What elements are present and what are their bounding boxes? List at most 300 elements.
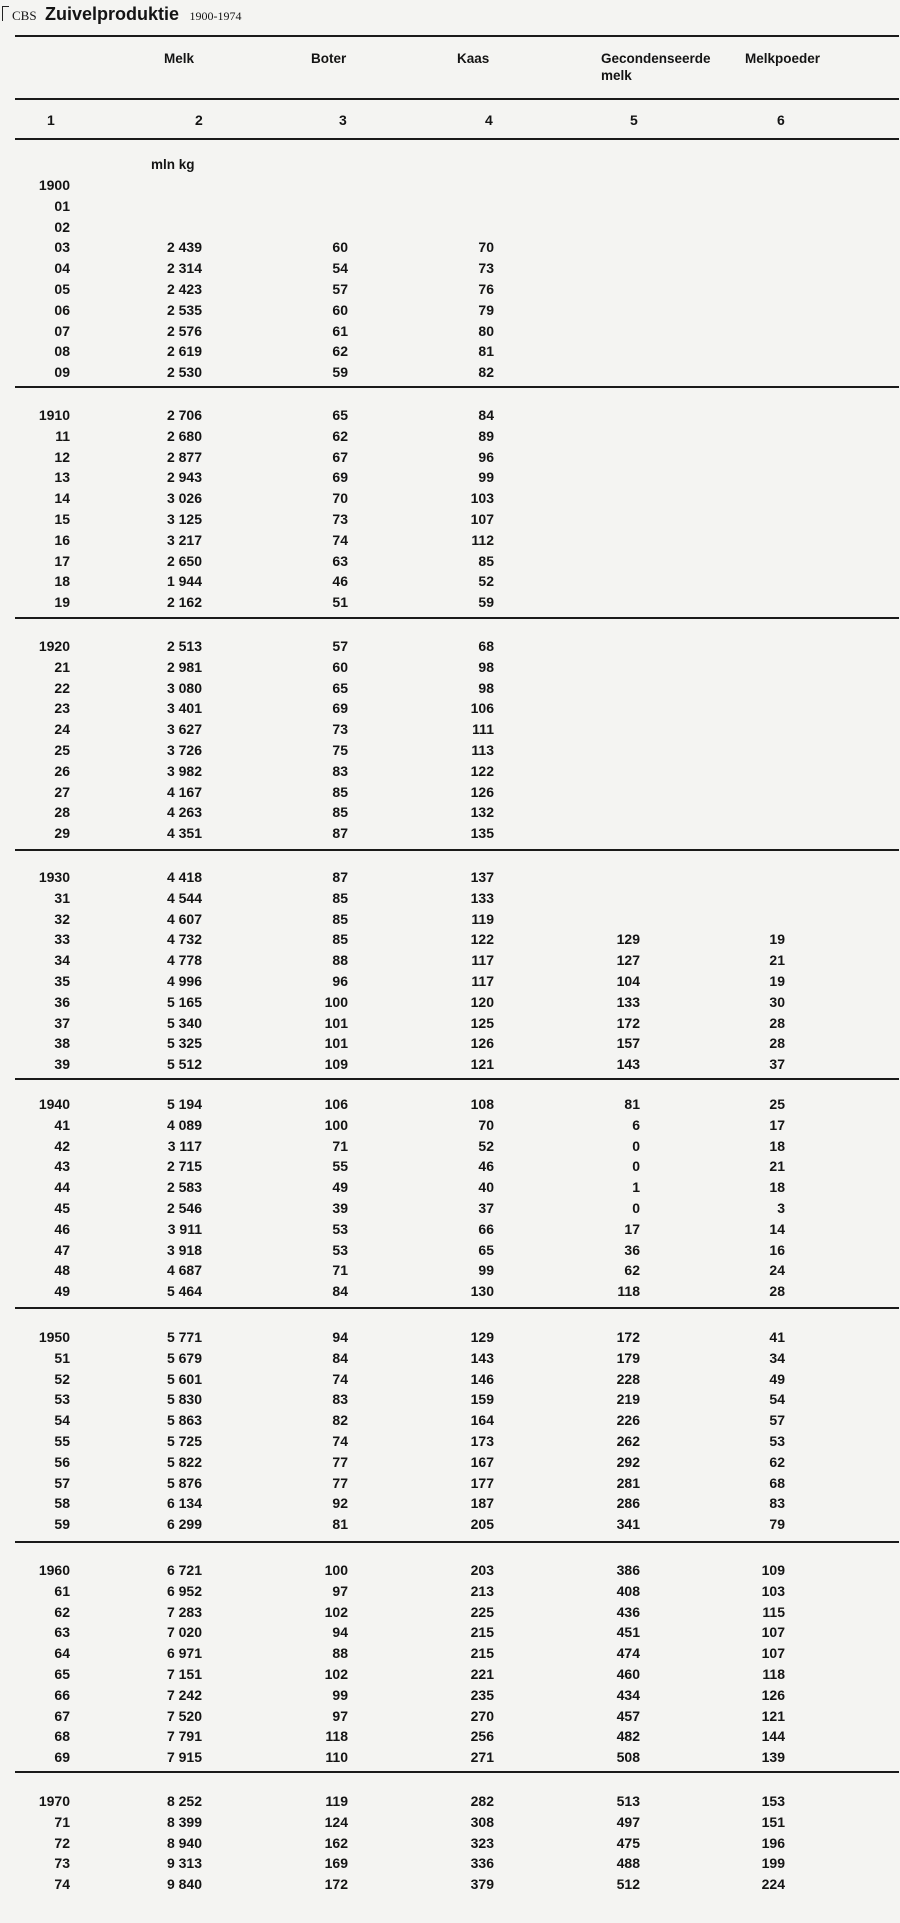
table-row	[0, 177, 900, 198]
cell-melk: 4 778	[166, 952, 202, 969]
decade-divider	[15, 1541, 899, 1543]
table-row	[0, 1329, 900, 1350]
cell-kaas: 79	[478, 301, 494, 318]
table-row	[0, 281, 900, 302]
cell-melkpoeder: 151	[761, 1813, 785, 1830]
table-row	[0, 407, 900, 428]
cell-melk: 5 863	[166, 1412, 202, 1429]
cell-boter: 60	[332, 301, 348, 318]
cell-kaas: 37	[478, 1200, 494, 1216]
cell-gecondenseerde-melk: 17	[624, 1220, 640, 1237]
cell-gecondenseerde-melk: 228	[616, 1370, 640, 1387]
cell-melk: 6 299	[166, 1516, 202, 1533]
cell-melkpoeder: 49	[769, 1370, 785, 1387]
cell-gecondenseerde-melk: 341	[616, 1516, 640, 1533]
cell-year: 49	[54, 1283, 70, 1300]
cell-melkpoeder: 118	[762, 1666, 785, 1682]
cell-melkpoeder: 37	[769, 1056, 785, 1073]
cell-melk: 4 544	[166, 889, 202, 906]
cell-boter: 102	[324, 1666, 348, 1682]
cell-year: 16	[54, 531, 70, 548]
cell-year: 18	[54, 573, 70, 590]
top-rule	[15, 35, 899, 37]
cell-melkpoeder: 79	[769, 1516, 785, 1533]
cell-melk: 6 971	[166, 1645, 202, 1662]
cell-kaas: 70	[478, 239, 494, 256]
cell-gecondenseerde-melk: 0	[632, 1200, 640, 1216]
cell-kaas: 129	[470, 1329, 494, 1345]
cell-melk: 2 877	[166, 448, 202, 465]
table-row	[0, 763, 900, 784]
cell-kaas: 282	[470, 1793, 494, 1809]
cell-year: 15	[54, 511, 70, 527]
table-row	[0, 323, 900, 344]
table-row	[0, 260, 900, 281]
cell-boter: 85	[332, 804, 348, 821]
cell-melkpoeder: 28	[769, 1283, 785, 1300]
cell-boter: 65	[332, 679, 348, 696]
cell-gecondenseerde-melk: 262	[616, 1433, 640, 1449]
cell-kaas: 146	[470, 1370, 494, 1387]
cell-melk: 3 982	[166, 762, 202, 779]
cell-year: 42	[54, 1137, 70, 1154]
cell-boter: 46	[332, 573, 348, 590]
cell-year: 17	[54, 552, 70, 569]
cell-kaas: 98	[478, 679, 494, 696]
cell-melk: 4 732	[166, 931, 202, 948]
cell-year: 1950	[38, 1329, 70, 1345]
cell-kaas: 111	[472, 721, 494, 738]
cell-boter: 82	[332, 1412, 348, 1429]
cell-boter: 85	[332, 783, 348, 800]
decade-divider	[15, 386, 899, 388]
cell-boter: 84	[332, 1283, 348, 1300]
cell-kaas: 99	[478, 1262, 494, 1279]
table-row	[0, 1433, 900, 1454]
cell-melk: 4 418	[166, 869, 202, 885]
cell-melk: 4 351	[166, 825, 202, 842]
cell-gecondenseerde-melk: 36	[624, 1241, 640, 1258]
cell-gecondenseerde-melk: 386	[616, 1562, 640, 1578]
table-row	[0, 890, 900, 911]
cell-gecondenseerde-melk: 179	[616, 1349, 640, 1366]
decade-divider	[15, 1307, 899, 1309]
table-row	[0, 1666, 900, 1687]
cell-melk: 7 791	[166, 1728, 202, 1745]
cell-boter: 51	[332, 594, 348, 611]
table-row	[0, 1475, 900, 1496]
cell-boter: 162	[324, 1834, 348, 1851]
cell-kaas: 379	[470, 1876, 494, 1893]
cell-year: 12	[54, 448, 70, 465]
cell-melk: 7 242	[166, 1686, 202, 1703]
cell-melk: 7 151	[166, 1666, 202, 1682]
cell-year: 11	[55, 427, 70, 444]
cell-gecondenseerde-melk: 286	[616, 1495, 640, 1512]
cell-boter: 100	[324, 993, 348, 1010]
cell-melk: 4 167	[166, 783, 202, 800]
cell-kaas: 143	[470, 1349, 494, 1366]
column-header-gecondenseerde-melk: Gecondenseerde melk	[601, 51, 711, 83]
cell-melk: 2 680	[166, 427, 202, 444]
cell-year: 71	[54, 1813, 70, 1830]
cell-year: 1940	[38, 1096, 70, 1112]
table-row	[0, 1645, 900, 1666]
cell-gecondenseerde-melk: 62	[624, 1262, 640, 1279]
cell-year: 14	[54, 490, 70, 507]
cell-kaas: 113	[471, 742, 494, 758]
cell-boter: 69	[332, 700, 348, 717]
table-row	[0, 490, 900, 511]
cell-melk: 2 943	[166, 469, 202, 486]
cell-kaas: 336	[470, 1855, 494, 1872]
table-row	[0, 911, 900, 932]
cell-melkpoeder: 28	[769, 1014, 785, 1031]
table-row	[0, 680, 900, 701]
cell-kaas: 52	[478, 1137, 494, 1154]
table-row	[0, 1749, 900, 1770]
cell-gecondenseerde-melk: 434	[616, 1686, 640, 1703]
table-row	[0, 659, 900, 680]
cell-melkpoeder: 109	[761, 1562, 785, 1578]
cell-melk: 3 918	[166, 1241, 202, 1258]
cell-boter: 39	[332, 1200, 348, 1216]
cell-kaas: 82	[478, 364, 494, 381]
cell-melk: 2 423	[166, 281, 202, 297]
cell-year: 1900	[38, 177, 70, 193]
cell-year: 1910	[38, 407, 70, 423]
cell-year: 55	[54, 1433, 70, 1449]
cell-kaas: 99	[478, 469, 494, 486]
cell-melk: 4 687	[166, 1262, 202, 1279]
cell-year: 24	[54, 721, 70, 738]
cell-melk: 8 252	[166, 1793, 202, 1809]
table-row	[0, 469, 900, 490]
cell-melkpoeder: 28	[769, 1035, 785, 1052]
cell-boter: 94	[332, 1329, 348, 1345]
cell-melk: 6 721	[166, 1562, 202, 1578]
cell-melk: 3 627	[166, 721, 202, 738]
cell-kaas: 221	[470, 1666, 494, 1682]
cell-melk: 7 915	[166, 1749, 202, 1766]
cell-melkpoeder: 107	[761, 1624, 785, 1641]
table-row	[0, 1604, 900, 1625]
cell-boter: 70	[332, 490, 348, 507]
cell-boter: 88	[332, 1645, 348, 1662]
cell-kaas: 70	[478, 1116, 494, 1133]
cell-gecondenseerde-melk: 460	[616, 1666, 640, 1682]
cell-boter: 53	[332, 1241, 348, 1258]
cell-kaas: 107	[470, 511, 494, 527]
cell-year: 53	[54, 1391, 70, 1408]
cell-melk: 4 263	[166, 804, 202, 821]
table-row	[0, 1708, 900, 1729]
cell-boter: 100	[324, 1562, 348, 1578]
cell-gecondenseerde-melk: 133	[616, 993, 640, 1010]
cell-melkpoeder: 53	[769, 1433, 785, 1449]
cell-kaas: 112	[471, 531, 494, 548]
cell-melk: 2 576	[166, 322, 202, 339]
cell-melk: 6 134	[166, 1495, 202, 1512]
cell-melk: 6 952	[166, 1582, 202, 1599]
cell-boter: 49	[332, 1179, 348, 1196]
cell-kaas: 76	[478, 281, 494, 297]
table-row	[0, 198, 900, 219]
table-row	[0, 1814, 900, 1835]
cell-boter: 85	[332, 910, 348, 927]
table-row	[0, 931, 900, 952]
table-row	[0, 721, 900, 742]
cell-kaas: 85	[478, 552, 494, 569]
cell-melkpoeder: 24	[769, 1262, 785, 1279]
cell-year: 28	[54, 804, 70, 821]
cell-melk: 2 530	[166, 364, 202, 381]
cell-year: 02	[54, 218, 70, 235]
cell-kaas: 40	[478, 1179, 494, 1196]
column-number-3: 3	[339, 112, 347, 128]
cell-kaas: 215	[470, 1624, 494, 1641]
cell-gecondenseerde-melk: 451	[616, 1624, 640, 1641]
cell-kaas: 159	[470, 1391, 494, 1408]
cell-year: 54	[54, 1412, 70, 1429]
cell-year: 38	[54, 1035, 70, 1052]
table-row	[0, 239, 900, 260]
cell-melkpoeder: 30	[769, 993, 785, 1010]
table-row	[0, 1855, 900, 1876]
cell-gecondenseerde-melk: 292	[616, 1453, 640, 1470]
cell-melk: 5 512	[166, 1056, 202, 1073]
cell-kaas: 103	[470, 490, 494, 507]
cell-boter: 74	[332, 1433, 348, 1449]
cell-melkpoeder: 16	[769, 1241, 785, 1258]
cell-melkpoeder: 19	[769, 973, 785, 989]
cell-melk: 3 401	[166, 700, 202, 717]
cell-melk: 2 619	[166, 343, 202, 360]
cell-kaas: 117	[471, 973, 494, 989]
cell-year: 73	[54, 1855, 70, 1872]
column-number-5: 5	[630, 112, 638, 128]
cell-melk: 2 715	[166, 1158, 202, 1175]
corner-mark	[2, 6, 9, 21]
cell-kaas: 80	[478, 322, 494, 339]
cell-kaas: 126	[470, 783, 494, 800]
cell-kaas: 225	[470, 1603, 494, 1620]
table-row	[0, 1035, 900, 1056]
table-row	[0, 1391, 900, 1412]
cell-year: 01	[54, 197, 70, 214]
cell-melk: 8 399	[166, 1813, 202, 1830]
cell-boter: 63	[332, 552, 348, 569]
cell-kaas: 59	[478, 594, 494, 611]
cell-melkpoeder: 62	[769, 1453, 785, 1470]
cell-gecondenseerde-melk: 127	[616, 952, 640, 969]
cell-gecondenseerde-melk: 157	[616, 1035, 640, 1052]
cell-melk: 5 601	[166, 1370, 202, 1387]
cell-year: 51	[54, 1349, 70, 1366]
cell-kaas: 173	[470, 1433, 494, 1449]
cell-boter: 55	[332, 1158, 348, 1175]
table-row	[0, 1687, 900, 1708]
cell-boter: 169	[324, 1855, 348, 1872]
table-row	[0, 952, 900, 973]
cell-gecondenseerde-melk: 226	[616, 1412, 640, 1429]
cell-year: 41	[54, 1116, 70, 1133]
table-row	[0, 1221, 900, 1242]
cell-melk: 2 439	[166, 239, 202, 256]
cell-kaas: 122	[470, 931, 494, 948]
table-row	[0, 1096, 900, 1117]
column-header-melk: Melk	[164, 51, 195, 66]
cell-melkpoeder: 126	[761, 1686, 785, 1703]
cell-year: 31	[54, 889, 70, 906]
cell-gecondenseerde-melk: 143	[616, 1056, 640, 1073]
cell-melk: 3 726	[166, 742, 202, 758]
cell-year: 07	[54, 322, 70, 339]
table-row	[0, 1583, 900, 1604]
cell-year: 1930	[38, 869, 70, 885]
cell-boter: 59	[332, 364, 348, 381]
cell-gecondenseerde-melk: 457	[616, 1707, 640, 1724]
cell-year: 06	[54, 301, 70, 318]
table-row	[0, 364, 900, 385]
cell-gecondenseerde-melk: 104	[616, 973, 640, 989]
cell-year: 1960	[38, 1562, 70, 1578]
cell-melk: 3 080	[166, 679, 202, 696]
cell-melk: 5 822	[166, 1453, 202, 1470]
table-row	[0, 1138, 900, 1159]
cell-boter: 54	[332, 260, 348, 277]
cell-melk: 5 165	[166, 993, 202, 1010]
cell-year: 45	[54, 1200, 70, 1216]
cell-year: 29	[54, 825, 70, 842]
cell-kaas: 81	[478, 343, 494, 360]
cell-boter: 60	[332, 658, 348, 675]
cell-boter: 73	[332, 721, 348, 738]
table-row	[0, 700, 900, 721]
table-row	[0, 1350, 900, 1371]
cell-kaas: 270	[470, 1707, 494, 1724]
cell-gecondenseerde-melk: 0	[632, 1137, 640, 1154]
cell-melkpoeder: 14	[769, 1220, 785, 1237]
cell-melkpoeder: 19	[769, 931, 785, 948]
table-row	[0, 428, 900, 449]
cell-melk: 2 513	[166, 638, 202, 654]
cell-melkpoeder: 21	[769, 1158, 785, 1175]
cell-kaas: 130	[470, 1283, 494, 1300]
table-row	[0, 804, 900, 825]
cell-melk: 2 162	[166, 594, 202, 611]
cell-year: 64	[54, 1645, 70, 1662]
cell-gecondenseerde-melk: 497	[616, 1813, 640, 1830]
cell-boter: 88	[332, 952, 348, 969]
cell-kaas: 271	[470, 1749, 494, 1766]
cell-boter: 109	[324, 1056, 348, 1073]
cell-gecondenseerde-melk: 6	[632, 1116, 640, 1133]
cell-year: 05	[54, 281, 70, 297]
cell-melkpoeder: 18	[769, 1137, 785, 1154]
cell-melkpoeder: 103	[761, 1582, 785, 1599]
cell-gecondenseerde-melk: 1	[632, 1179, 640, 1196]
cell-melkpoeder: 224	[761, 1876, 785, 1893]
column-number-6: 6	[777, 112, 785, 128]
cell-boter: 124	[324, 1813, 348, 1830]
cell-melkpoeder: 25	[769, 1096, 785, 1112]
cell-boter: 75	[332, 742, 348, 758]
cell-kaas: 96	[478, 448, 494, 465]
cell-boter: 71	[332, 1262, 348, 1279]
cell-year: 26	[54, 762, 70, 779]
cell-gecondenseerde-melk: 81	[624, 1096, 640, 1112]
cell-kaas: 117	[471, 952, 494, 969]
table-row	[0, 784, 900, 805]
cell-boter: 100	[324, 1116, 348, 1133]
cell-year: 48	[54, 1262, 70, 1279]
cell-year: 69	[54, 1749, 70, 1766]
cell-melk: 5 464	[166, 1283, 202, 1300]
cell-boter: 85	[332, 931, 348, 948]
table-row	[0, 1728, 900, 1749]
cell-melk: 7 520	[166, 1707, 202, 1724]
cell-year: 32	[54, 910, 70, 927]
cell-year: 25	[54, 742, 70, 758]
cell-melk: 2 706	[166, 407, 202, 423]
cell-melk: 3 026	[166, 490, 202, 507]
column-header-melkpoeder: Melkpoeder	[745, 51, 821, 66]
cell-melkpoeder: 41	[769, 1329, 785, 1345]
cell-melk: 2 583	[166, 1179, 202, 1196]
cell-boter: 57	[332, 281, 348, 297]
cell-kaas: 106	[470, 700, 494, 717]
cell-melkpoeder: 199	[761, 1855, 785, 1872]
cell-boter: 71	[332, 1137, 348, 1154]
cell-melkpoeder: 34	[769, 1349, 785, 1366]
table-row	[0, 994, 900, 1015]
cell-boter: 73	[332, 511, 348, 527]
table-row	[0, 1876, 900, 1897]
cell-boter: 74	[332, 1370, 348, 1387]
cell-year: 44	[54, 1179, 70, 1196]
cell-kaas: 187	[470, 1495, 494, 1512]
table-row	[0, 1495, 900, 1516]
table-row	[0, 1056, 900, 1077]
cell-kaas: 119	[471, 910, 494, 927]
cell-kaas: 177	[470, 1474, 494, 1491]
cell-melkpoeder: 21	[769, 952, 785, 969]
cell-year: 43	[54, 1158, 70, 1175]
cell-melk: 7 283	[166, 1603, 202, 1620]
cell-year: 46	[54, 1220, 70, 1237]
table-row	[0, 1117, 900, 1138]
cell-melk: 1 944	[166, 573, 202, 590]
cell-boter: 110	[325, 1749, 348, 1766]
cell-boter: 97	[332, 1707, 348, 1724]
cell-gecondenseerde-melk: 408	[616, 1582, 640, 1599]
cell-boter: 83	[332, 762, 348, 779]
cell-year: 61	[54, 1582, 70, 1599]
table-row	[0, 553, 900, 574]
table-row	[0, 1283, 900, 1304]
cell-year: 66	[54, 1686, 70, 1703]
cell-gecondenseerde-melk: 482	[616, 1728, 640, 1745]
cell-kaas: 65	[478, 1241, 494, 1258]
table-row	[0, 594, 900, 615]
cell-year: 35	[54, 973, 70, 989]
table-row	[0, 343, 900, 364]
cell-boter: 67	[332, 448, 348, 465]
cell-melk: 3 125	[166, 511, 202, 527]
table-row	[0, 1793, 900, 1814]
cell-boter: 69	[332, 469, 348, 486]
